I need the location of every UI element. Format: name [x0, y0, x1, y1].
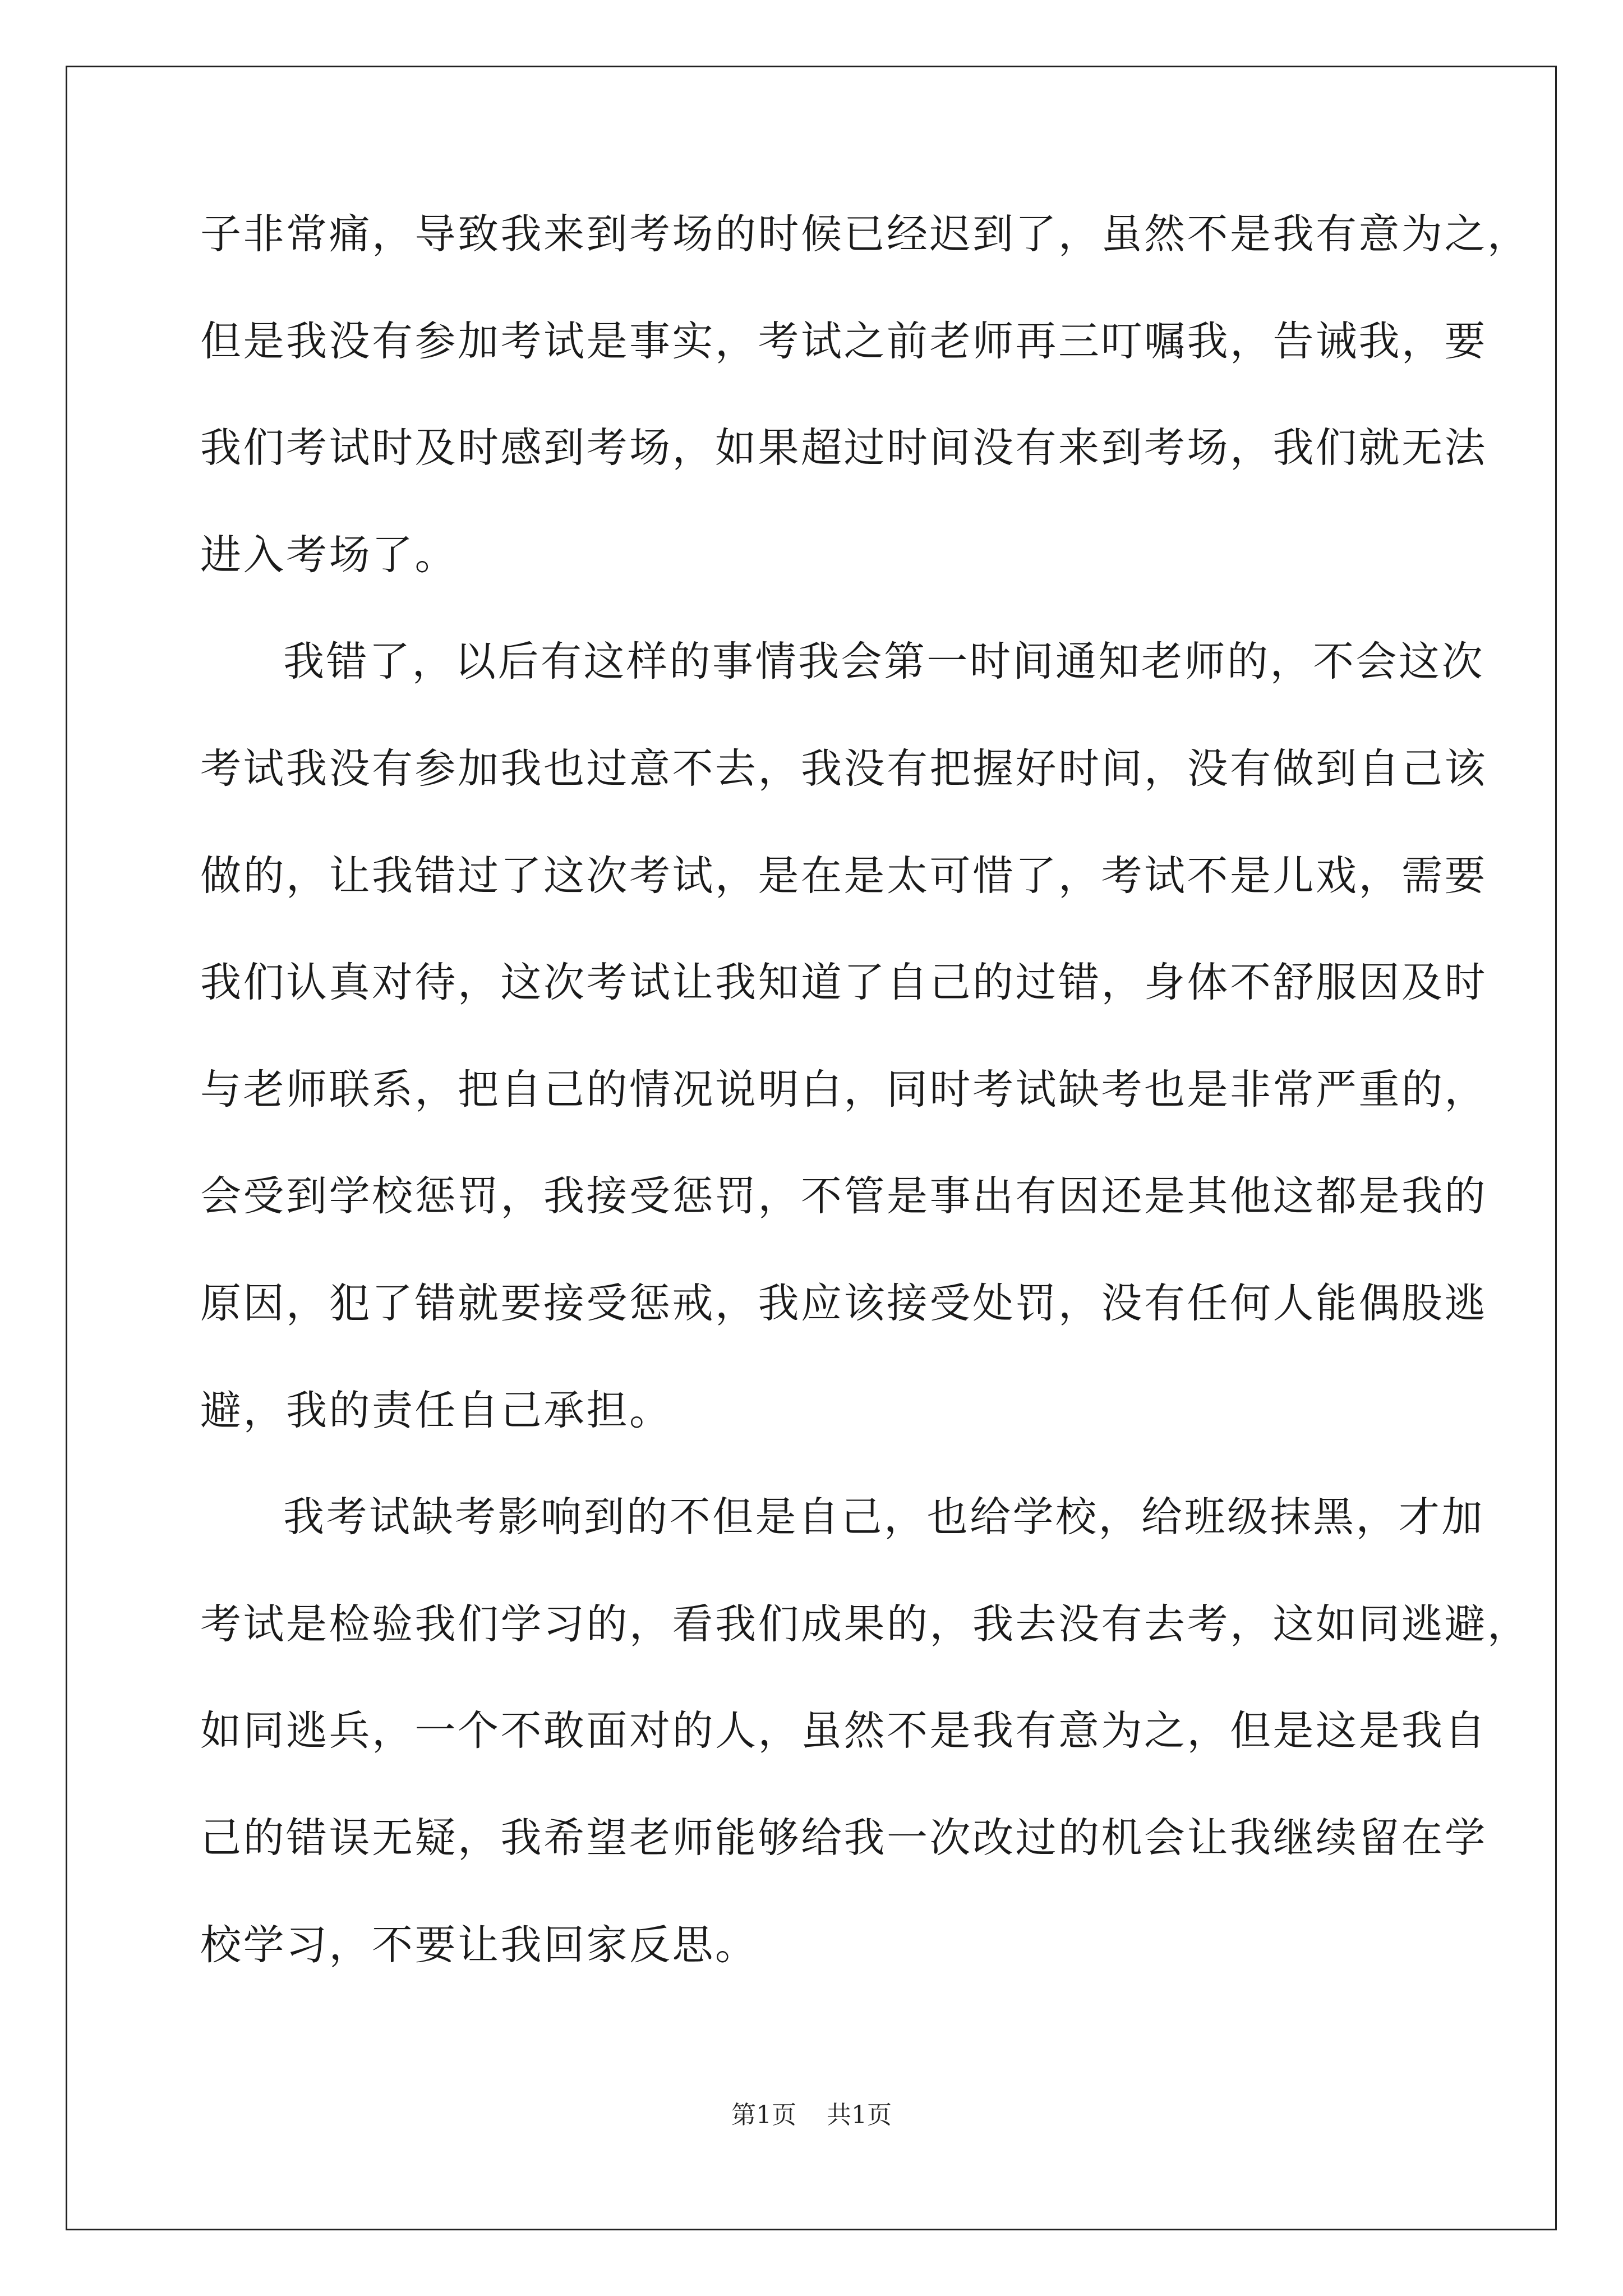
text-line: 我们考试时及时感到考场，如果超过时间没有来到考场，我们就无法 — [200, 424, 1487, 472]
text-line: 但是我没有参加考试是事实，考试之前老师再三叮嘱我，告诫我，要 — [200, 317, 1487, 365]
text-line: 我错了，以后有这样的事情我会第一时间通知老师的，不会这次 — [283, 638, 1484, 686]
text-line: 己的错误无疑，我希望老师能够给我一次改过的机会让我继续留在学 — [200, 1814, 1487, 1862]
page-number-current: 第1页 — [731, 2101, 796, 2129]
page-number-total: 共1页 — [827, 2101, 892, 2129]
text-line: 我考试缺考影响到的不但是自己，也给学校，给班级抹黑，才加 — [283, 1493, 1484, 1542]
page-footer — [0, 2095, 1623, 2131]
text-line: 会受到学校惩罚，我接受惩罚，不管是事出有因还是其他这都是我的 — [200, 1172, 1487, 1221]
text-line: 校学习，不要让我回家反思。 — [200, 1921, 758, 1969]
text-line: 做的，让我错过了这次考试，是在是太可惜了，考试不是儿戏，需要 — [200, 852, 1487, 900]
text-line: 避，我的责任自己承担。 — [200, 1386, 672, 1434]
text-line: 原因，犯了错就要接受惩戒，我应该接受处罚，没有任何人能偶股逃 — [200, 1279, 1487, 1327]
text-line: 与老师联系，把自己的情况说明白，同时考试缺考也是非常严重的， — [200, 1065, 1487, 1114]
text-line: 我们认真对待，这次考试让我知道了自己的过错，身体不舒服因及时 — [200, 959, 1487, 1007]
text-line: 考试我没有参加我也过意不去，我没有把握好时间，没有做到自己该 — [200, 744, 1487, 793]
text-line: 如同逃兵，一个不敢面对的人，虽然不是我有意为之，但是这是我自 — [200, 1707, 1487, 1755]
document-body — [200, 209, 1530, 2026]
text-line: 进入考场了。 — [200, 531, 458, 579]
text-line: 子非常痛，导致我来到考场的时候已经迟到了，虽然不是我有意为之， — [200, 210, 1530, 258]
text-line: 考试是检验我们学习的，看我们成果的，我去没有去考，这如同逃避， — [200, 1600, 1530, 1648]
